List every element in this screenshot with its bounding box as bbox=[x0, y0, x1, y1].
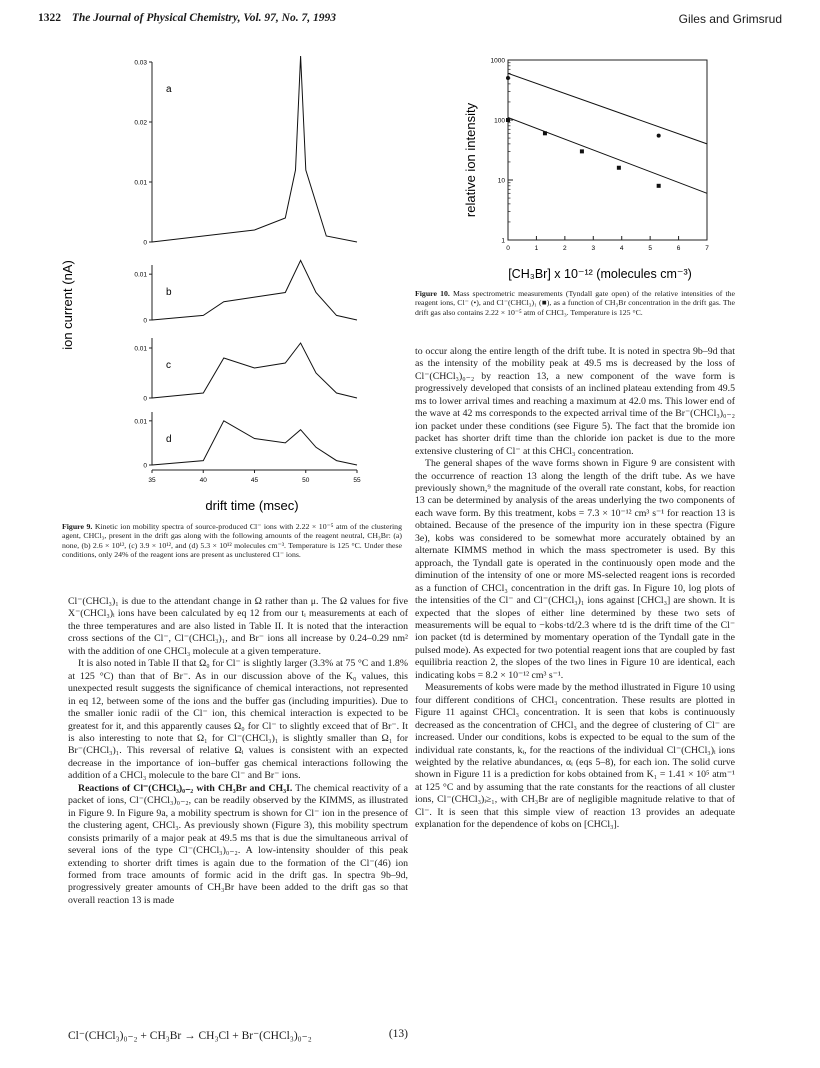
figure-10-fit-line bbox=[508, 118, 707, 194]
equation-13 bbox=[68, 1028, 408, 1042]
figure-10-ytick-label: 1000 bbox=[490, 57, 505, 65]
panel-c-ytick-label: 0 bbox=[143, 395, 147, 403]
panel-b-label: b bbox=[166, 287, 172, 298]
figure-10-caption bbox=[415, 289, 735, 317]
figure-10-xtick-label: 3 bbox=[591, 245, 596, 252]
panel-d-label: d bbox=[166, 434, 172, 445]
right-paragraph-3: Measurements of kobs were made by the method illustrated in Figure 10 using four different conditions of CHCl₃ concentration. These results are plotted in Figure 11 against CHCl₃ concentration. It is seen that kobs is continuously decreased as the concentration of CHCl₃ and the degree of clustering of Cl⁻ are increased. Under our conditions, kobs is expected to be equal to the sum of the individual rate constants, kᵢ, for the reactions of the individual Cl⁻(CHCl₃)ᵢ ions weighted by the relative abundances, αᵢ (eqs 5–8), for each ion. The solid curve shown in Figure 11 is a prediction for kobs obtained from K₁ = 1.41 × 10⁵ atm⁻¹ at 125 °C and by assuming that the rate constants for the reactions of all cluster ions, Cl⁻(CHCl₃)ᵢ≥₁, with CH₃Br are of negligible magnitude relative to that of Cl⁻. It is seen that this simple view of reaction 13 provides an adequate explanation for the dependence of kobs on [CHCl₃]. bbox=[415, 682, 735, 831]
figure-10-ylabel: relative ion intensity bbox=[463, 102, 478, 218]
figure-9-xlabel: drift time (msec) bbox=[205, 498, 299, 513]
header-authors: Giles and Grimsrud bbox=[678, 12, 782, 26]
header-left bbox=[38, 12, 336, 24]
panel-b-trace bbox=[152, 260, 357, 320]
panel-a-ytick-label: 0.02 bbox=[134, 119, 147, 127]
figure-9-xtick-label: 35 bbox=[148, 477, 156, 484]
equation-13-body: Cl⁻(CHCl₃)₀₋₂ + CH₃Br → CH₃Cl + Br⁻(CHCl₃)₀₋₂ bbox=[68, 1030, 312, 1042]
figure-9-caption bbox=[62, 522, 402, 560]
panel-a-ytick-label: 0.03 bbox=[134, 59, 147, 67]
running-header bbox=[38, 12, 782, 30]
panel-c-trace bbox=[152, 343, 357, 398]
right-paragraph-2: The general shapes of the wave forms shown in Figure 9 are consistent with the occurrence of reaction 13 along the length of the drift tube. As we have previously shown,⁹ the magnitude of the overall rate constant, kobs, for reaction 13 can be determined by analysis of the areas underlying the two components of each wave form. By this treatment, kobs = 7.3 × 10⁻¹² cm³ s⁻¹ for reaction 13 is obtained. Because of the presence of the impurity ion in these spectra (Figure 3e), kobs was considered to be somewhat more accurately obtained by an alternate KIMMS method in which the mass spectrometer is used. By this approach, the Tyndall gate is operated in the continuously open mode and the diminution of the intensity of one or more MS-selected reagent ions is recorded as a function of CHCl₃ concentration in the drift gas. In Figure 10, log plots of the intensities of the Cl⁻ and Cl⁻(CHCl₃)₁ ions against [CHCl₃] are shown. It is expected that the slopes of either line determined by these two sets of measurements will be equal to −kobs·td/2.3 where td is the drift time of the Cl⁻ ion packet (td is determined by momentary operation of the Tyndall gate in the pulsed mode). As expected for two potential reagent ions that are coupled by fast equilibria reaction 2, the slopes of the two lines in Figure 10 are identical, each indicating kobs = 8.2 × 10⁻¹² cm³ s⁻¹. bbox=[415, 458, 735, 681]
figure-10-point-cluster bbox=[617, 166, 621, 170]
panel-a-ytick-label: 0 bbox=[143, 239, 147, 247]
figure-10-xtick-label: 0 bbox=[506, 245, 510, 252]
figure-10-point-cluster bbox=[657, 184, 661, 188]
figure-10-xtick-label: 7 bbox=[705, 245, 709, 252]
figure-10-point-cluster bbox=[580, 149, 584, 153]
figure-10-xtick-label: 1 bbox=[534, 245, 539, 252]
figure-10-ytick-label: 1 bbox=[501, 237, 505, 245]
panel-a-label: a bbox=[166, 84, 172, 95]
figure-10-fit-line bbox=[508, 73, 707, 144]
equation-13-number: (13) bbox=[388, 1028, 408, 1040]
left-paragraph-1: Cl⁻(CHCl₃)₁ is due to the attendant change in Ω rather than μ. The Ω values for five X⁻(CHCl₃)ᵢ ions have been calculated by eq 12 from our tᵢ measurements at each of the three temperatures and are also listed in Table II. It is noted that the interaction cross sections of the Cl⁻, Cl⁻(CHCl₃)₁, and Br⁻ ions all increase by 0.24–0.29 nm² with the addition of one CHCl₃ molecule at a given temperature. bbox=[68, 596, 408, 657]
figure-9-caption-label: Figure 9. bbox=[62, 522, 93, 531]
figure-10-point-cluster bbox=[506, 118, 510, 122]
figure-9-xtick-label: 45 bbox=[250, 477, 259, 484]
figure-10-point-cl bbox=[506, 76, 510, 80]
figure-10-frame bbox=[508, 60, 707, 240]
figure-9-xtick-label: 40 bbox=[199, 477, 207, 484]
section-heading: Reactions of Cl⁻(CHCl₃)₀₋₂ with CH₃Br and CH₃I. bbox=[78, 782, 293, 794]
figure-9-xtick-label: 55 bbox=[353, 477, 361, 484]
figure-9-ylabel: ion current (nA) bbox=[60, 260, 75, 350]
right-paragraph-1: to occur along the entire length of the drift tube. It is noted in spectra 9b–9d that as the intensity of the mobility peak at 49.5 ms is decreased by the loss of Cl⁻(CHCl₃)₀₋₂ by reaction 13, a new component of the wave form is progressively developed that consists of an inclined plateau extending from 49.5 ms to lower arrival times and reaching a maximum at 42.0 ms. This lower end of the wave at 42 ms corresponds to the expected arrival time of the Br⁻(CHCl₃)₀₋₂ ion packet under these conditions (see Figure 5). The fact that the bromide ion packet has shorter drift time than the chloride ion packet is due to the more extensive clustering of Cl⁻ at this CHCl₃ concentration. bbox=[415, 346, 735, 457]
figure-9 bbox=[62, 50, 402, 520]
left-column bbox=[68, 596, 408, 907]
figure-10-xtick-label: 5 bbox=[648, 245, 652, 252]
figure-9-xtick-label: 50 bbox=[302, 477, 310, 484]
figure-9-caption-text: Kinetic ion mobility spectra of source-produced Cl⁻ ions with 2.22 × 10⁻⁵ atm of the clustering agent, CHCl₃, present in the drift gas along with the following amounts of the reagent neutral, CH₃Br: (a) none, (b) 2.6 × 10¹², (c) 3.9 × 10¹², and (d) 5.3 × 10¹² molecules cm⁻³. Temperature is 125 °C. Under these conditions, only 24% of the reagent ions are present as unclustered Cl⁻ ions. bbox=[62, 522, 402, 560]
panel-d-trace bbox=[152, 421, 357, 465]
panel-c-ytick-label: 0.01 bbox=[134, 345, 147, 353]
journal-title: The Journal of Physical Chemistry, Vol. 97, No. 7, 1993 bbox=[71, 12, 336, 24]
figure-10-ytick-label: 100 bbox=[494, 117, 505, 125]
panel-a-ytick-label: 0.01 bbox=[134, 179, 147, 187]
panel-d-ytick-label: 0 bbox=[143, 462, 147, 470]
left-paragraph-3-text: The chemical reactivity of a packet of ions, Cl⁻(CHCl₃)₀₋₂, can be readily observed by the KIMMS, as illustrated in Figure 9. In Figure 9a, a mobility spectrum is shown for Cl⁻ ion in the presence of the clustering agent, CHCl₃. As previously shown (Figure 3), this mobility spectrum consists primarily of a major peak at 49.5 ms that is due the simultaneous arrival of several ions of the type Cl⁻(CHCl₃)₀₋₂. A low-intensity shoulder of this peak extending to shorter drift times is again due to the formation of the Cl⁻(46) ion formed from trace amounts of formic acid in the drift gas. In spectra 9b–9d, progressively greater amounts of CH₃Br have been added to the drift gas so that overall reaction 13 is made bbox=[68, 782, 408, 906]
right-column bbox=[415, 346, 735, 832]
figure-10-caption-text: Mass spectrometric measurements (Tyndall gate open) of the relative intensities of the reagent ions, Cl⁻ (•), and Cl⁻(CHCl₃)₁ (■), as a function of CH₃Br concentration in the drift gas. The drift gas also contains 2.22 × 10⁻⁵ atm of CHCl₃. Temperature is 125 °C. bbox=[415, 289, 735, 317]
figure-9-plot bbox=[62, 50, 402, 520]
panel-b-ytick-label: 0 bbox=[143, 317, 147, 325]
figure-10-xtick-label: 4 bbox=[619, 245, 624, 252]
panel-d-ytick-label: 0.01 bbox=[134, 418, 147, 426]
left-paragraph-3 bbox=[68, 783, 408, 908]
figure-10-xtick-label: 6 bbox=[676, 245, 681, 252]
figure-10-plot bbox=[415, 50, 735, 290]
figure-10 bbox=[415, 50, 735, 290]
panel-a-trace bbox=[152, 56, 357, 242]
panel-b-ytick-label: 0.01 bbox=[134, 271, 147, 279]
figure-10-xlabel: [CH₃Br] x 10⁻¹² (molecules cm⁻³) bbox=[508, 267, 692, 281]
panel-c-label: c bbox=[166, 360, 171, 371]
left-paragraph-2: It is also noted in Table II that Ω₀ for Cl⁻ is slightly larger (3.3% at 75 °C and 1.8% at 125 °C) than that of Br⁻. As in our discussion above of the K₀ values, this unexpected result suggests the significance of chemical interactions, not represented in eq 12, between some of the ions and the buffer gas (including impurities). Due to the smaller ionic radii of the Cl⁻ ion, this chemical interaction is expected to be greatest for it, and this apparently causes Ω₀ for Cl⁻ to slightly exceed that of Br⁻. It is also interesting to note that Ω₁ for Cl⁻(CHCl₃)₁ is slightly smaller than Ω₁ for Br⁻(CHCl₃)₁. This reversal of relative Ωᵢ values is consistent with an expected decrease in the importance of ion–buffer gas chemical interactions following the addition of a CHCl₃ molecule to the bare Cl⁻ and Br⁻ ions. bbox=[68, 658, 408, 782]
figure-10-point-cl bbox=[657, 134, 661, 138]
figure-10-xtick-label: 2 bbox=[563, 245, 567, 252]
figure-10-ytick-label: 10 bbox=[497, 177, 505, 185]
figure-10-caption-label: Figure 10. bbox=[415, 289, 450, 298]
page-number: 1322 bbox=[38, 12, 61, 24]
